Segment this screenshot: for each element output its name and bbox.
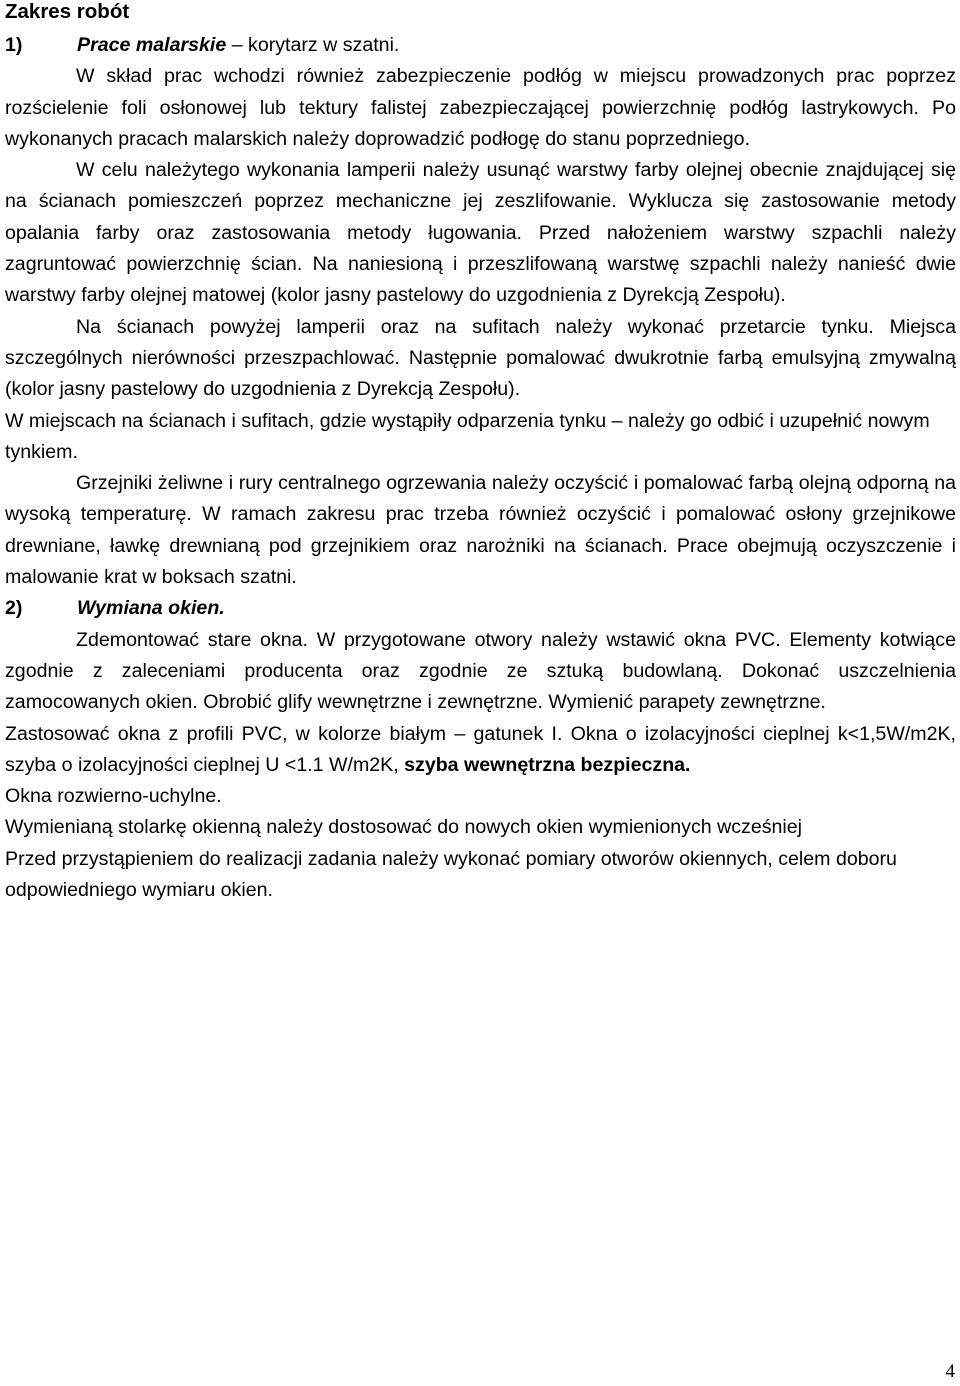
section-1-title-suffix: – korytarz w szatni.	[226, 34, 400, 56]
section-1-paragraph-5: Grzejniki żeliwne i rury centralnego ogrzewania należy oczyścić i pomalować farbą olejną odporną na wysoką temperaturę. W ramach zakresu prac trzeba również oczyścić i pomalować osłony grzejnikowe drewniane, ławkę drewnianą pod grzejnikiem oraz narożniki na ścianach. Prace obejmują oczyszczenie i malowanie krat w boksach szatni.	[5, 472, 956, 589]
section-2-paragraph-3: Okna rozwierno-uchylne.	[5, 785, 222, 808]
section-1-paragraph-3: Na ścianach powyżej lamperii oraz na sufitach należy wykonać przetarcie tynku. Miejsca szczególnych nierówności przeszpachlować. Następnie pomalować dwukrotnie farbą emulsyjną zmywalną (kolor jasny pastelowy do uzgodnienia z Dyrekcją Zespołu).	[5, 315, 956, 401]
section-2-paragraph-5: Przed przystąpieniem do realizacji zadania należy wykonać pomiary otworów okiennych, celem doboru odpowiedniego wymiaru okien.	[5, 847, 897, 902]
section-2-paragraph-1: Zdemontować stare okna. W przygotowane otwory należy wstawić okna PVC. Elementy kotwiące zgodnie z zaleceniami producenta oraz zgodnie ze sztuką budowlaną. Dokonać uszczelnienia zamocowanych okien. Obrobić glify wewnętrzne i zewnętrzne. Wymienić parapety zewnętrzne.	[5, 628, 956, 714]
section-1-paragraph-4: W miejscach na ścianach i sufitach, gdzie wystąpiły odparzenia tynku – należy go odbić i uzupełnić nowym tynkiem.	[5, 409, 930, 463]
page-number: 4	[945, 1361, 955, 1382]
section-2-number: 2)	[5, 597, 23, 620]
section-2-paragraph-2	[5, 719, 956, 782]
section-2-header	[5, 593, 956, 624]
section-1-paragraph-2: W celu należytego wykonania lamperii należy usunąć warstwy farby olejnej obecnie znajdującej się na ścianach pomieszczeń poprzez mechaniczne jej zeszlifowanie. Wyklucza się zastosowanie metody opalania farby oraz zastosowania metody ługowania. Przed nałożeniem warstwy szpachli należy zagruntować powierzchnię ścian. Na naniesioną i przeszlifowaną warstwę szpachli należy nanieść dwie warstwy farby olejnej matowej (kolor jasny pastelowy do uzgodnienia z Dyrekcją Zespołu).	[5, 159, 956, 307]
section-2-paragraph-4: Wymienianą stolarkę okienną należy dostosować do nowych okien wymienionych wcześniej	[5, 816, 803, 839]
section-2-title: Wymiana okien.	[77, 597, 225, 620]
section-1-paragraph-1: W skład prac wchodzi również zabezpieczenie podłóg w miejscu prowadzonych prac poprzez rozścielenie foli osłonowej lub tektury falistej zabezpieczającej powierzchnię podłóg lastrykowych. Po wykonanych pracach malarskich należy doprowadzić podłogę do stanu poprzedniego.	[5, 65, 956, 150]
section-1-title: Prace malarskie	[77, 34, 227, 56]
document-page	[5, 0, 956, 906]
section-1-header	[5, 30, 956, 61]
document-heading: Zakres robót	[5, 0, 130, 23]
section-2-paragraph-2-bold: szyba wewnętrzna bezpieczna.	[404, 753, 691, 776]
section-2-paragraph-2-text: Zastosować okna z profili PVC, w kolorze białym – gatunek I. Okna o izolacyjności cieplnej k<1,5W/m2K, szyba o izolacyjności cieplnej U <1.1 W/m2K,	[5, 722, 956, 776]
section-1-number: 1)	[5, 34, 23, 56]
